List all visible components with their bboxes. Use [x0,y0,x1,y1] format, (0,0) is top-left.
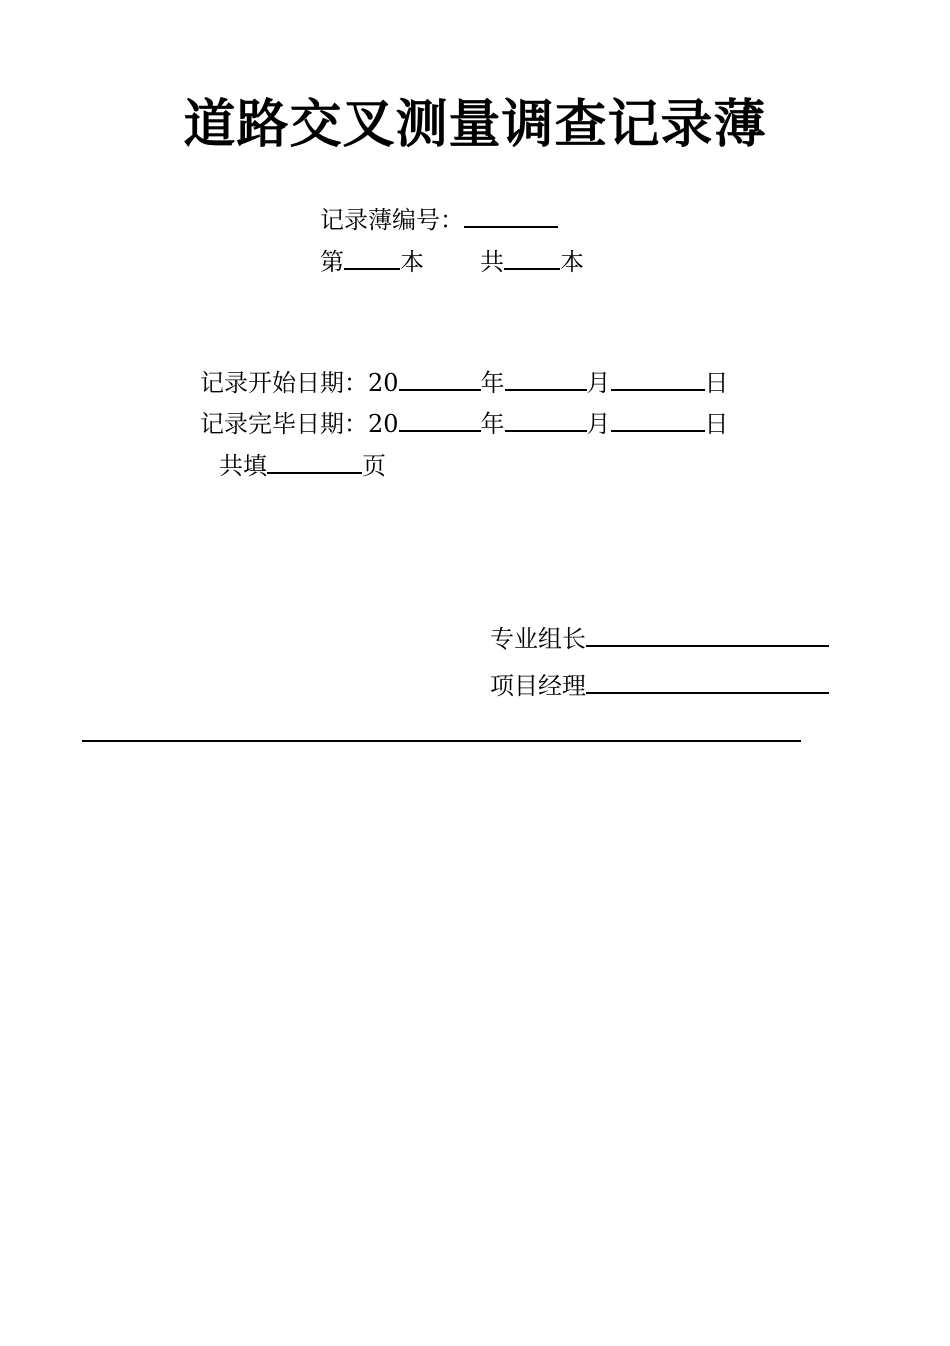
document-title: 道路交叉测量调查记录薄 [183,95,767,155]
end-month-unit: 月 [586,410,611,438]
volume-total-blank[interactable] [504,244,560,270]
pages-prefix: 共填 [219,452,267,480]
end-year-unit: 年 [480,410,505,438]
end-year-blank[interactable] [399,406,481,432]
horizontal-divider [82,740,801,742]
start-month-blank[interactable] [505,365,587,391]
start-day-blank[interactable] [611,365,705,391]
book-number-line [320,202,558,235]
end-month-blank[interactable] [505,406,587,432]
group-leader-line [490,621,829,654]
volume-number-blank[interactable] [344,244,400,270]
pages-line [219,448,386,481]
start-month-unit: 月 [586,369,611,397]
end-date-line [200,406,729,439]
pages-count-blank[interactable] [267,448,362,474]
volume-line [320,244,584,277]
volume-total-prefix: 共 [480,248,504,276]
end-date-label: 记录完毕日期：20 [200,410,399,438]
start-year-unit: 年 [480,369,505,397]
project-manager-label: 项目经理 [490,672,586,700]
start-year-blank[interactable] [399,365,481,391]
group-leader-signature-blank[interactable] [586,621,829,647]
end-day-blank[interactable] [611,406,705,432]
project-manager-line [490,668,829,701]
volume-total-unit: 本 [560,248,584,276]
start-date-line [200,365,729,398]
end-day-unit: 日 [704,410,729,438]
book-number-blank[interactable] [464,202,558,228]
pages-suffix: 页 [362,452,386,480]
volume-unit: 本 [400,248,424,276]
volume-prefix: 第 [320,248,344,276]
start-date-label: 记录开始日期：20 [200,369,399,397]
project-manager-signature-blank[interactable] [586,668,829,694]
start-day-unit: 日 [704,369,729,397]
group-leader-label: 专业组长 [490,625,586,653]
book-number-label: 记录薄编号： [320,206,464,234]
